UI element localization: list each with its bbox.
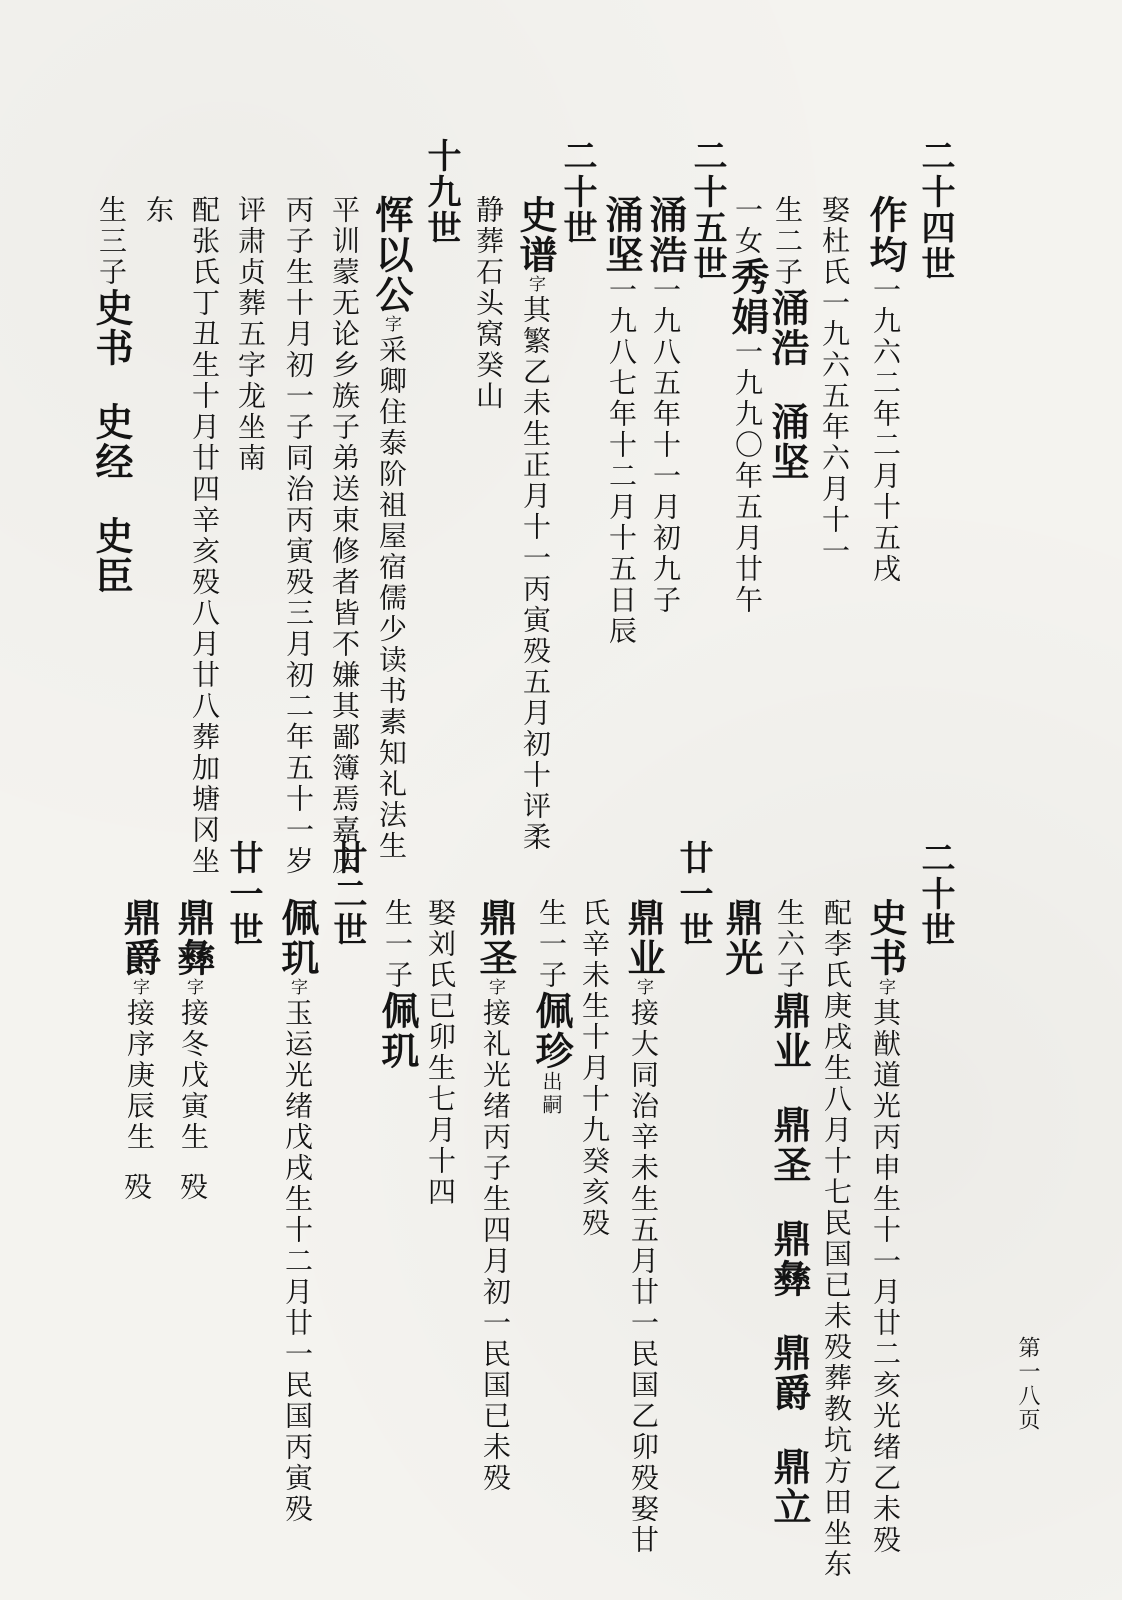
record-text: 接冬戊寅生 — [177, 998, 210, 1153]
adoption-note: 出嗣 — [539, 1071, 563, 1117]
record-column: 配李氏庚戌生八月十七民国已未殁葬教坑方田坐东 — [820, 898, 853, 1580]
person-name: 史谱 — [513, 195, 558, 275]
person-name: 秀娟 — [725, 257, 770, 337]
record-text: 生三子 — [95, 195, 128, 288]
record-text: 一女 — [731, 195, 764, 257]
person-name: 涌坚 — [765, 402, 810, 482]
children-column — [725, 195, 770, 616]
record-column: 丙子生十月初一子同治丙寅殁三月初二年五十一岁 — [282, 195, 315, 877]
person-name: 鼎彝 — [171, 898, 216, 978]
record-column — [473, 898, 518, 1494]
record-text: 生一子 — [381, 898, 414, 991]
person-name: 史臣 — [89, 516, 134, 596]
record-column — [369, 195, 414, 862]
record-column: 评肃贞葬五字龙坐南 — [234, 195, 267, 474]
person-name: 史书 — [863, 898, 908, 978]
record-text: 玉运光绪戊戌生十二月廿一民国丙寅殁 — [281, 998, 314, 1525]
person-name: 佩玑 — [275, 898, 320, 978]
record-text: 殁 — [176, 1172, 209, 1203]
record-text: 生六子 — [773, 898, 806, 991]
style-name-marker: 字 — [485, 978, 505, 998]
style-name-marker: 字 — [183, 978, 203, 998]
record-column — [275, 898, 320, 1525]
person-name: 鼎圣 — [767, 1105, 812, 1185]
record-column: 氏辛未生十月十九癸亥殁 — [578, 898, 611, 1239]
generation-heading-25: 二十五世 — [687, 138, 727, 282]
person-name: 佩珍 — [529, 991, 574, 1071]
style-name-marker: 字 — [287, 978, 307, 998]
children-column — [89, 195, 134, 596]
person-name: 鼎彝 — [767, 1219, 812, 1299]
record-text: 一九六二年二月十五戌 — [869, 275, 902, 585]
generation-heading-21: 廿一世 — [673, 840, 713, 948]
person-name: 涌浩 — [643, 195, 688, 275]
person-name: 史书 — [89, 288, 134, 368]
record-text: 一九八五年十一月初九子 — [649, 275, 682, 616]
record-text: 其繁乙未生正月十一丙寅殁五月初十评柔 — [519, 295, 552, 853]
children-column — [375, 898, 420, 1071]
record-text: 一九八七年十二月十五日辰 — [605, 275, 638, 647]
page-number: 第一八页 — [1015, 1336, 1040, 1432]
generation-heading-20: 二十世 — [915, 840, 955, 948]
children-column — [767, 898, 812, 1527]
record-column — [599, 195, 644, 647]
person-name: 史经 — [89, 402, 134, 482]
record-column — [643, 195, 688, 616]
record-column: 东 — [142, 195, 175, 226]
generation-heading-20: 二十世 — [557, 138, 597, 246]
person-name: 鼎业 — [767, 991, 812, 1071]
record-column — [117, 898, 162, 1153]
record-text: 其猷道光丙申生十一月廿二亥光绪乙未殁 — [869, 998, 902, 1556]
person-name: 鼎立 — [767, 1447, 812, 1527]
record-column — [863, 195, 908, 585]
record-text: 采卿住泰阶祖屋宿儒少读书素知礼法生 — [375, 335, 408, 862]
person-name: 鼎光 — [719, 898, 764, 978]
record-column: 娶刘氏已卯生七月十四 — [424, 898, 457, 1208]
record-column: 配张氏丁丑生十月廿四辛亥殁八月廿八葬加塘冈坐 — [188, 195, 221, 877]
person-name: 佩玑 — [375, 991, 420, 1071]
style-name-marker: 字 — [875, 978, 895, 998]
record-column — [171, 898, 216, 1153]
generation-heading-22: 廿二世 — [327, 840, 367, 948]
record-column: 娶杜氏一九六五年六月十一 — [818, 195, 851, 567]
style-name-marker: 字 — [525, 275, 545, 295]
person-name: 作均 — [863, 195, 908, 275]
generation-heading-24: 二十四世 — [915, 138, 955, 282]
children-column — [529, 898, 574, 1117]
style-name-marker: 字 — [129, 978, 149, 998]
person-name: 鼎业 — [621, 898, 666, 978]
children-column — [765, 195, 810, 482]
style-name-marker: 字 — [381, 315, 401, 335]
person-name: 鼎圣 — [473, 898, 518, 978]
record-text: 接大同治辛未生五月廿一民国乙卯殁娶甘 — [627, 998, 660, 1556]
record-text: 接序庚辰生 — [123, 998, 156, 1153]
record-column — [513, 195, 558, 853]
record-column: 静葬石头窝癸山 — [472, 195, 505, 412]
record-text: 一九九〇年五月廿午 — [731, 337, 764, 616]
person-name: 鼎爵 — [117, 898, 162, 978]
person-name: 恽以公 — [369, 195, 414, 315]
style-name-marker: 字 — [633, 978, 653, 998]
record-text: 接礼光绪丙子生四月初一民国已未殁 — [479, 998, 512, 1494]
generation-heading-21: 廿一世 — [223, 840, 263, 948]
person-name: 涌浩 — [765, 288, 810, 368]
record-column — [621, 898, 666, 1556]
record-text: 生一子 — [535, 898, 568, 991]
record-column: 平训蒙无论乡族子弟送束修者皆不嫌其鄙簿焉嘉庆 — [328, 195, 361, 877]
person-name: 鼎爵 — [767, 1333, 812, 1413]
record-text: 殁 — [120, 1172, 153, 1203]
record-column — [863, 898, 908, 1556]
record-text: 生二子 — [771, 195, 804, 288]
generation-heading-19: 十九世 — [421, 138, 461, 246]
person-name: 涌坚 — [599, 195, 644, 275]
